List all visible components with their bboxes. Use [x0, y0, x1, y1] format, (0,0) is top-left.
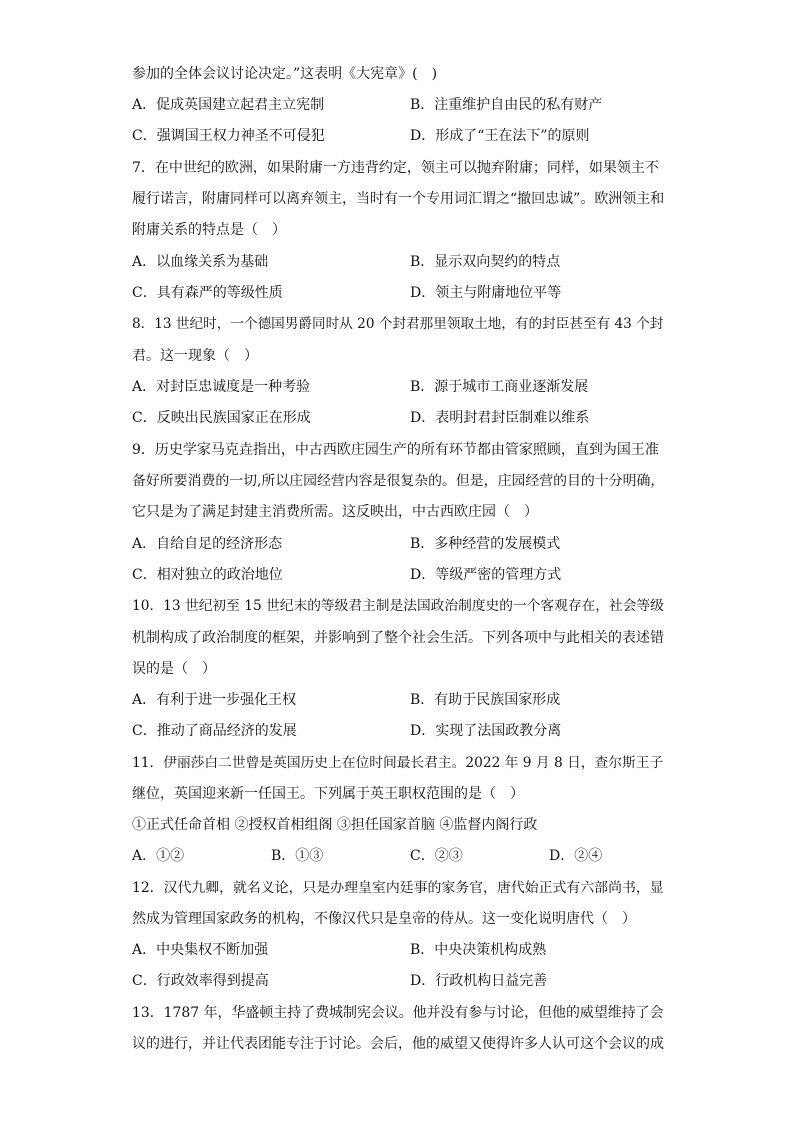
option-a: A．中央集权不断加强 — [132, 942, 269, 958]
option-d: D．形成了“王在法下”的原则 — [410, 128, 590, 144]
text-line: 然成为管理国家政务的机构，不像汉代只是皇帝的侍从。这一变化说明唐代（ ） — [132, 911, 636, 927]
text-line: 君。这一现象（ ） — [132, 348, 258, 364]
option-a: A．对封臣忠诚度是一种考验 — [132, 379, 311, 395]
option-b: B．注重维护自由民的私有财产 — [410, 97, 603, 113]
option-b: B．中央决策机构成熟 — [410, 942, 547, 958]
option-c: C．相对独立的政治地位 — [132, 567, 283, 583]
option-c: C．具有森严的等级性质 — [132, 285, 283, 301]
text-line: 参加的全体会议讨论决定。”这表明《大宪章》( ) — [132, 66, 438, 82]
text-line: 议的进行，并让代表团能专注于讨论。会后，他的威望又使得许多人认可这个会议的成 — [132, 1036, 664, 1052]
question-7: 7．在中世纪的欧洲，如果附庸一方违背约定，领主可以抛弃附庸；同样，如果领主不 — [132, 160, 659, 176]
text-line: 附庸关系的特点是（ ） — [132, 222, 286, 238]
option-c: C．反映出民族国家正在形成 — [132, 410, 311, 426]
option-d: D．等级严密的管理方式 — [410, 567, 562, 583]
question-12: 12．汉代九卿，就名义论，只是办理皇室内廷事的家务官，唐代始正式有六部尚书，显 — [132, 880, 664, 896]
text-line: 机制构成了政治制度的框架，并影响到了整个社会生活。下列各项中与此相关的表述错 — [132, 630, 664, 646]
question-10: 10．13 世纪初至 15 世纪末的等级君主制是法国政治制度史的一个客观存在，社会等级 — [132, 598, 664, 614]
option-a: A．自给自足的经济形态 — [132, 536, 283, 552]
question-11: 11．伊丽莎白二世曾是英国历史上在位时间最长君主。2022 年 9 月 8 日，查尔斯王子 — [132, 755, 664, 771]
statement-list: ①正式任命首相 ②授权首相组阁 ③担任国家首脑 ④监督内阁行政 — [132, 817, 538, 833]
option-a: A．促成英国建立起君主立宪制 — [132, 97, 325, 113]
option-d: D．②④ — [549, 848, 603, 864]
text-line: 履行诺言，附庸同样可以离弃领主，当时有一个专用词汇谓之“撤回忠诚”。欧洲领主和 — [132, 191, 665, 207]
text-line: 误的是（ ） — [132, 661, 216, 677]
option-d: D．实现了法国政教分离 — [410, 723, 562, 739]
question-8: 8．13 世纪时，一个德国男爵同时从 20 个封君那里领取土地，有的封臣甚至有 43 个封 — [132, 316, 664, 332]
option-d: D．领主与附庸地位平等 — [410, 285, 562, 301]
text-line: 继位，英国迎来新一任国王。下列属于英王职权范围的是（ ） — [132, 786, 524, 802]
option-d: D．行政机构日益完善 — [410, 973, 548, 989]
option-b: B．多种经营的发展模式 — [410, 536, 561, 552]
option-c: C．推动了商品经济的发展 — [132, 723, 297, 739]
question-13: 13．1787 年，华盛顿主持了费城制宪会议。他并没有参与讨论，但他的威望维持了会 — [132, 1005, 664, 1021]
option-b: B．显示双向契约的特点 — [410, 254, 561, 270]
option-b: B．源于城市工商业逐渐发展 — [410, 379, 589, 395]
option-b: B．①③ — [271, 848, 324, 864]
option-b: B．有助于民族国家形成 — [410, 692, 561, 708]
option-a: A．①② — [132, 848, 185, 864]
option-c: C．行政效率得到提高 — [132, 973, 269, 989]
option-d: D．表明封君封臣制难以维系 — [410, 410, 590, 426]
text-line: 它只是为了满足封建主消费所需。这反映出，中古西欧庄园（ ） — [132, 504, 538, 520]
option-a: A．以血缘关系为基础 — [132, 254, 269, 270]
option-a: A．有利于进一步强化王权 — [132, 692, 297, 708]
text-line: 备好所要消费的一切,所以庄园经营内容是很复杂的。但是，庄园经营的目的十分明确， — [132, 473, 665, 489]
option-c: C．②③ — [410, 848, 463, 864]
question-9: 9．历史学家马克垚指出，中古西欧庄园生产的所有环节都由管家照顾，直到为国王准 — [132, 442, 659, 458]
option-c: C．强调国王权力神圣不可侵犯 — [132, 128, 325, 144]
